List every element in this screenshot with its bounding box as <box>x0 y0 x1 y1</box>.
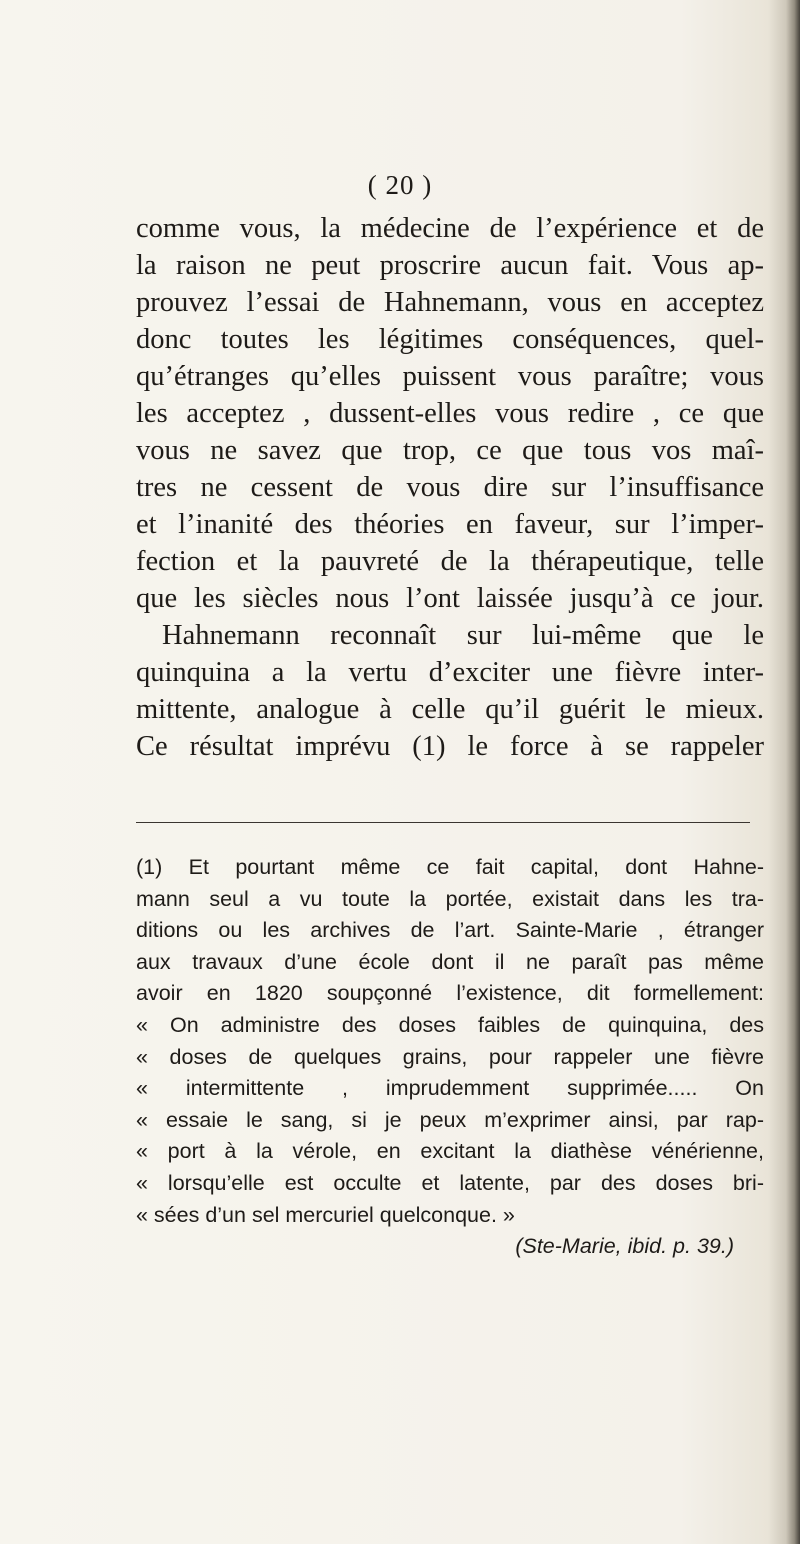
text-line: comme vous, la médecine de l’expérience et de <box>136 213 764 244</box>
footnote-line: ditions ou les archives de l’art. Sainte-Marie , étranger <box>136 918 764 943</box>
text-line: quinquina a la vertu d’exciter une fièvre inter- <box>136 657 764 688</box>
footnote-line: « intermittente , imprudemment supprimée..... On <box>136 1076 764 1101</box>
text-line: prouvez l’essai de Hahnemann, vous en acceptez <box>136 287 764 318</box>
footnote-line: avoir en 1820 soupçonné l’existence, dit formellement: <box>136 981 764 1006</box>
footnote-citation: (Ste-Marie, ibid. p. 39.) <box>515 1234 734 1259</box>
page-number: ( 20 ) <box>367 170 433 200</box>
text-line: la raison ne peut proscrire aucun fait. Vous ap- <box>136 250 764 281</box>
text-line: donc toutes les légitimes conséquences, quel- <box>136 324 764 355</box>
footnote-line: « doses de quelques grains, pour rappeler une fièvre <box>136 1044 764 1069</box>
footnote-line: « sées d’un sel mercuriel quelconque. » <box>136 1202 515 1227</box>
footnote-line: (1) Et pourtant même ce fait capital, dont Hahne- <box>136 855 764 879</box>
main-text <box>136 210 764 765</box>
text-line: et l’inanité des théories en faveur, sur l’imper- <box>136 509 764 540</box>
footnote-line: « port à la vérole, en excitant la diathèse vénérienne, <box>136 1139 764 1164</box>
footnote-line: « essaie le sang, si je peux m’exprimer ainsi, par rap- <box>136 1107 764 1132</box>
footnote-line: mann seul a vu toute la portée, existait dans les tra- <box>136 886 764 911</box>
text-line: qu’étranges qu’elles puissent vous paraître; vous <box>136 361 764 392</box>
footnote-line: « lorsqu’elle est occulte et latente, par des doses bri- <box>136 1170 764 1195</box>
footnote-line: « On administre des doses faibles de quinquina, des <box>136 1012 764 1037</box>
text-line: fection et la pauvreté de la thérapeutique, telle <box>136 546 764 577</box>
text-line: mittente, analogue à celle qu’il guérit le mieux. <box>136 694 764 725</box>
text-line: les acceptez , dussent-elles vous redire , ce que <box>136 398 764 429</box>
text-line: tres ne cessent de vous dire sur l’insuffisance <box>136 472 764 503</box>
text-line: que les siècles nous l’ont laissée jusqu’à ce jour. <box>136 583 764 614</box>
page-edge-shadow <box>786 0 800 1544</box>
text-line: Hahnemann reconnaît sur lui-même que le <box>162 620 764 651</box>
text-line: Ce résultat imprévu (1) le force à se rappeler <box>136 731 764 762</box>
text-line: vous ne savez que trop, ce que tous vos maî- <box>136 435 764 466</box>
footnote-line: aux travaux d’une école dont il ne paraît pas même <box>136 949 764 974</box>
footnote <box>136 852 764 1263</box>
footnote-separator <box>136 822 750 823</box>
